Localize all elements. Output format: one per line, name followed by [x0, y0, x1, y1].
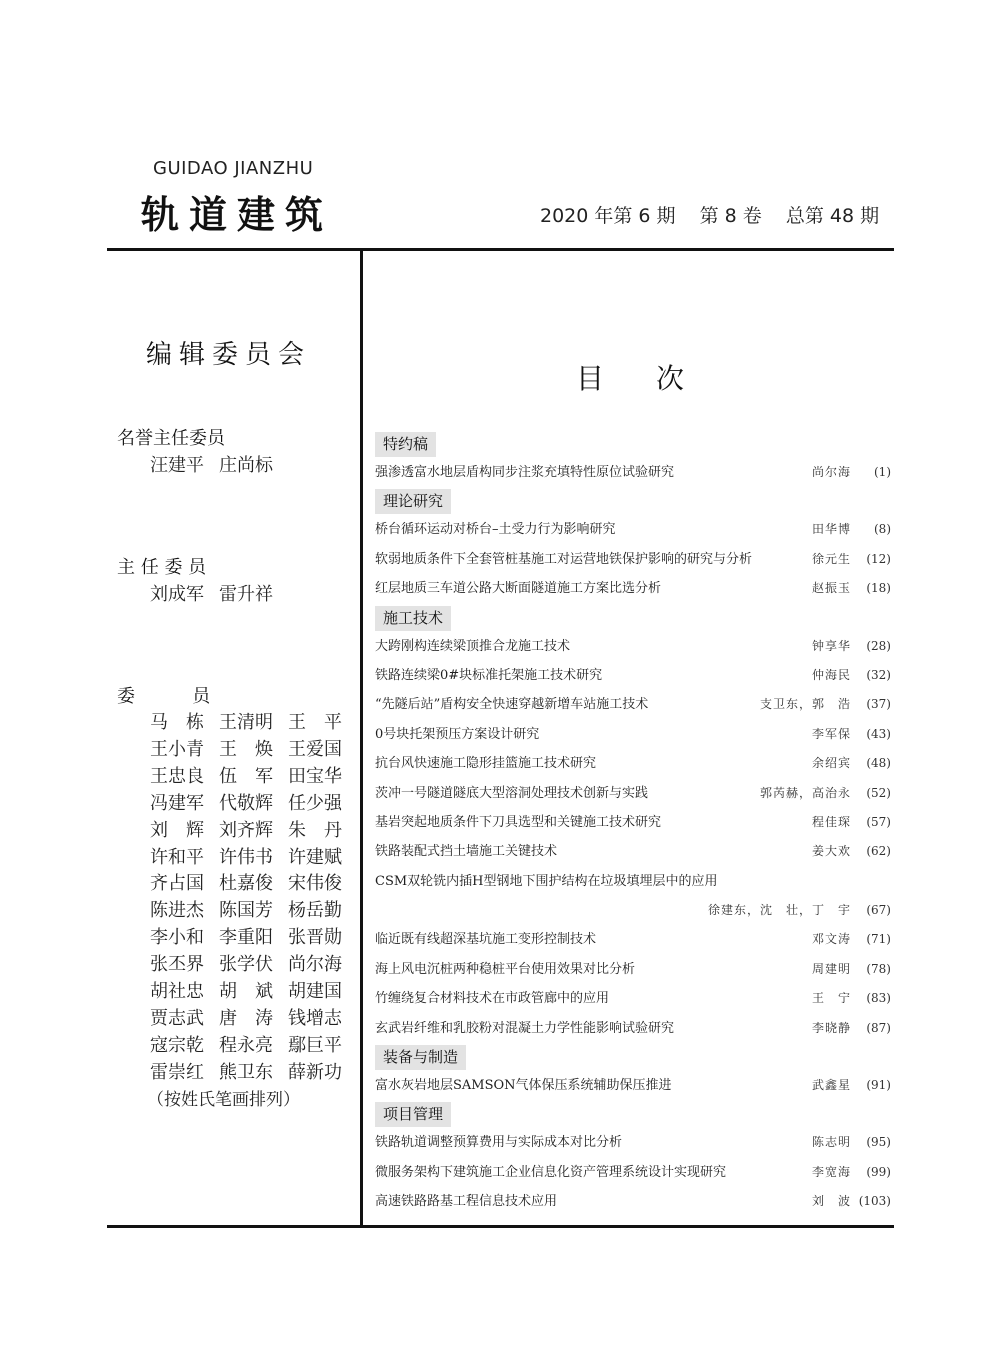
- member-row: [150, 950, 357, 976]
- article-author: 郭芮赫，高治永: [759, 785, 851, 800]
- member-name: 寇宗乾: [150, 1034, 204, 1056]
- article-title: 大跨刚构连续梁顶推合龙施工技术: [375, 638, 571, 654]
- member-name: 冯建军: [150, 792, 204, 814]
- toc-entry: [375, 458, 893, 487]
- member-name: 杨岳勤: [288, 900, 342, 922]
- member-name: 雷升祥: [219, 584, 273, 605]
- journal-latin-name: GUIDAO JIANZHU: [153, 158, 314, 179]
- toc-entry: [375, 955, 893, 984]
- member-name: 许建赋: [288, 846, 342, 868]
- page-number: (62): [866, 844, 891, 859]
- article-author: 姜大欢: [811, 844, 851, 859]
- page-number: (71): [866, 932, 891, 947]
- member-row: [150, 977, 357, 1003]
- article-title: 微服务架构下建筑施工企业信息化资产管理系统设计实现研究: [375, 1164, 727, 1180]
- member-row: [150, 735, 357, 761]
- article-author: 王 宁: [811, 991, 851, 1006]
- member-name: 李小和: [150, 927, 204, 949]
- toc-entry: [375, 867, 893, 896]
- page-number: (1): [874, 465, 891, 479]
- page-number: (99): [866, 1164, 891, 1179]
- member-row: [150, 789, 357, 815]
- member-name: 齐占国: [150, 873, 204, 895]
- member-name: 田宝华: [288, 765, 342, 787]
- article-author: 田华博: [811, 522, 851, 537]
- member-name: 马 栋: [150, 712, 204, 733]
- article-title: 铁路连续梁0#块标准托架施工技术研究: [375, 667, 603, 683]
- toc-entry: [375, 632, 893, 661]
- toc-entry: [375, 545, 893, 574]
- article-author: 邓文涛: [811, 932, 851, 947]
- toc-entry: [375, 720, 893, 749]
- toc-entry: [375, 779, 893, 808]
- member-name: 刘 辉: [150, 819, 204, 841]
- article-title: 铁路装配式挡土墙施工关键技术: [375, 844, 558, 860]
- member-row: [150, 1031, 357, 1057]
- article-author: 徐建东，沈 壮，丁 宇: [707, 903, 851, 918]
- toc-entry: [375, 1158, 893, 1187]
- member-row: [150, 708, 357, 734]
- member-name: 王爱国: [288, 738, 342, 760]
- article-title: 0号块托架预压方案设计研究: [375, 726, 540, 742]
- member-name: 许和平: [150, 846, 204, 868]
- director-members: [150, 580, 288, 606]
- member-name: 宋伟俊: [288, 873, 342, 895]
- article-title: 海上风电沉桩两种稳桩平台使用效果对比分析: [375, 961, 636, 977]
- toc-entry: [375, 574, 893, 603]
- member-row: [150, 816, 357, 842]
- page-number: (8): [874, 522, 891, 537]
- page-number: (28): [866, 638, 891, 653]
- member-name: 任少强: [288, 792, 342, 814]
- member-row: [150, 762, 357, 788]
- article-author: 刘 波: [811, 1194, 851, 1209]
- article-title: 红层地质三车道公路大断面隧道施工方案比选分析: [375, 581, 662, 597]
- article-title: 玄武岩纤维和乳胶粉对混凝土力学性能影响试验研究: [375, 1020, 675, 1036]
- total-issue-number: 总第 48 期: [785, 205, 880, 227]
- toc-entry: [375, 1187, 893, 1216]
- page-number: (78): [866, 961, 891, 976]
- article-author: 程佳琛: [811, 814, 851, 829]
- member-row: [150, 896, 357, 922]
- toc-entry: [375, 515, 893, 544]
- page-number: (18): [866, 581, 891, 596]
- member-name: 王 焕: [219, 738, 273, 760]
- article-title: 富水灰岩地层SAMSON气体保压系统辅助保压推进: [375, 1078, 672, 1094]
- member-row: [150, 1004, 357, 1030]
- member-name: 王忠良: [150, 765, 204, 787]
- article-author: 支卫东，郭 浩: [759, 697, 851, 712]
- article-author: 陈志明: [811, 1135, 851, 1150]
- page-number: (52): [866, 785, 891, 800]
- member-name: 张学伏: [219, 954, 273, 976]
- article-author: 尚尔海: [811, 465, 851, 479]
- member-name: 贾志武: [150, 1007, 204, 1029]
- toc-entry: [375, 984, 893, 1013]
- member-name: 刘成军: [150, 584, 204, 605]
- member-name: 王清明: [219, 712, 273, 733]
- column-divider: [360, 250, 363, 1227]
- article-author: 徐元生: [811, 551, 851, 566]
- article-author: 李军保: [811, 726, 851, 741]
- page-number: (48): [866, 756, 891, 771]
- member-name: 张丕界: [150, 954, 204, 976]
- ordering-note: （按姓氏笔画排列）: [147, 1090, 300, 1110]
- toc-entry: [375, 690, 893, 719]
- member-name: 程永亮: [219, 1034, 273, 1056]
- toc-title: 目次: [576, 362, 737, 395]
- member-row: [150, 869, 357, 895]
- page-number: (37): [866, 697, 891, 712]
- toc-entry: [375, 925, 893, 954]
- article-author: 仲海民: [811, 667, 851, 682]
- issue-info: [540, 201, 897, 228]
- page-number: (83): [866, 991, 891, 1006]
- member-name: 李重阳: [219, 927, 273, 949]
- page-number: (95): [866, 1135, 891, 1150]
- member-name: 许伟书: [219, 846, 273, 868]
- page-number: (87): [866, 1020, 891, 1035]
- top-rule: [107, 248, 894, 251]
- toc-entry: [375, 661, 893, 690]
- member-name: 尚尔海: [288, 954, 342, 976]
- toc-entry: [375, 837, 893, 866]
- member-name: 张晋勋: [288, 927, 342, 949]
- toc-entry: [375, 1128, 893, 1157]
- toc-entry: [375, 1014, 893, 1043]
- article-author: 赵振玉: [811, 581, 851, 596]
- article-author: 李宽海: [811, 1164, 851, 1179]
- member-name: 薛新功: [288, 1061, 342, 1083]
- article-title: CSM双轮铣内插H型钢地下围护结构在垃圾填埋层中的应用: [375, 873, 718, 889]
- member-name: 鄢巨平: [288, 1034, 342, 1056]
- article-title: 竹缠绕复合材料技术在市政管廊中的应用: [375, 991, 610, 1007]
- article-title: 临近既有线超深基坑施工变形控制技术: [375, 932, 597, 948]
- section-heading: 理论研究: [375, 489, 451, 514]
- page-number: (67): [866, 903, 891, 918]
- bottom-rule: [107, 1225, 894, 1228]
- member-name: 胡建国: [288, 981, 342, 1002]
- member-name: 庄尚标: [219, 455, 273, 476]
- article-title: 桥台循环运动对桥台–土受力行为影响研究: [375, 522, 616, 538]
- toc-entry: [375, 749, 893, 778]
- article-title: “先隧后站”盾构安全快速穿越新增车站施工技术: [375, 697, 649, 713]
- member-name: 胡 斌: [219, 981, 273, 1002]
- member-name: 汪建平: [150, 455, 204, 476]
- page-number: (43): [866, 726, 891, 741]
- member-row: [150, 1058, 357, 1084]
- member-name: 雷崇红: [150, 1061, 204, 1083]
- member-name: 钱增志: [288, 1007, 342, 1029]
- page-number: (91): [866, 1078, 891, 1093]
- toc-entry: [375, 1071, 893, 1100]
- article-title: 强渗透富水地层盾构同步注浆充填特性原位试验研究: [375, 465, 675, 480]
- page-number: (103): [858, 1194, 891, 1209]
- article-title: 高速铁路路基工程信息技术应用: [375, 1194, 558, 1210]
- editorial-board-title: 编辑委员会: [146, 340, 312, 370]
- article-author: 李晓静: [811, 1020, 851, 1035]
- page-number: (32): [866, 667, 891, 682]
- section-heading: 施工技术: [375, 606, 451, 631]
- member-name: 王 平: [288, 712, 342, 733]
- toc-entry: [375, 896, 893, 925]
- member-name: 陈国芳: [219, 900, 273, 922]
- member-name: 杜嘉俊: [219, 873, 273, 895]
- member-name: 陈进杰: [150, 900, 204, 922]
- article-title: 软弱地质条件下全套管桩基施工对运营地铁保护影响的研究与分析: [375, 551, 753, 567]
- member-name: 唐 涛: [219, 1007, 273, 1029]
- journal-title: 轨道建筑: [141, 193, 334, 237]
- article-author: 钟享华: [811, 638, 851, 653]
- honorary-director-label: 名誉主任委员: [117, 428, 225, 449]
- member-name: 胡社忠: [150, 981, 204, 1002]
- member-name: 王小青: [150, 738, 204, 760]
- member-row: [150, 923, 357, 949]
- members-label: 委 员: [117, 686, 211, 707]
- article-author: 余绍宾: [811, 756, 851, 771]
- member-name: 伍 军: [219, 765, 273, 787]
- member-name: 朱 丹: [288, 819, 342, 841]
- table-of-contents: [375, 430, 893, 1217]
- member-name: 刘齐辉: [219, 819, 273, 841]
- article-author: 周建明: [811, 961, 851, 976]
- page-number: (57): [866, 814, 891, 829]
- article-author: 武鑫星: [811, 1078, 851, 1093]
- issue-number: 2020 年第 6 期: [540, 205, 676, 227]
- section-heading: 项目管理: [375, 1102, 451, 1127]
- article-title: 茨冲一号隧道隧底大型溶洞处理技术创新与实践: [375, 785, 649, 801]
- section-heading: 特约稿: [375, 432, 436, 457]
- article-title: 基岩突起地质条件下刀具选型和关键施工技术研究: [375, 814, 662, 830]
- toc-entry: [375, 808, 893, 837]
- section-heading: 装备与制造: [375, 1045, 466, 1070]
- page-number: (12): [866, 551, 891, 566]
- member-name: 熊卫东: [219, 1061, 273, 1083]
- article-title: 抗台风快速施工隐形挂篮施工技术研究: [375, 756, 597, 772]
- article-title: 铁路轨道调整预算费用与实际成本对比分析: [375, 1135, 623, 1151]
- member-row: [150, 843, 357, 869]
- member-name: 代敬辉: [219, 792, 273, 814]
- honorary-members: [150, 451, 288, 477]
- director-label: 主 任 委 员: [117, 557, 207, 578]
- volume-number: 第 8 卷: [699, 205, 762, 227]
